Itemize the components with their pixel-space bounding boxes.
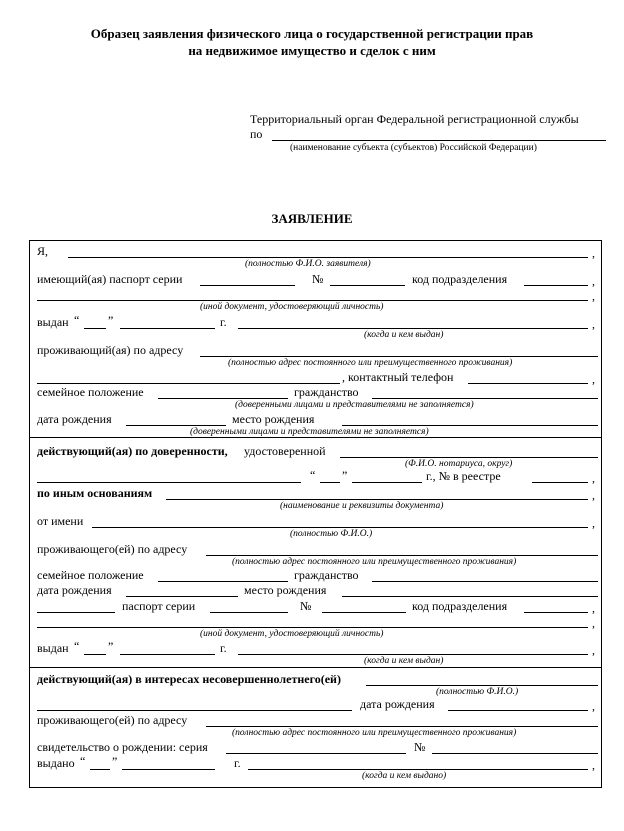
other-doc2-hint: (иной документ, удостоверяющий личность) <box>200 629 384 639</box>
phone-label: , контактный телефон <box>342 370 454 384</box>
issued3-by-field[interactable] <box>248 769 588 770</box>
quote-open: “ <box>74 313 80 327</box>
minor-dob-label: дата рождения <box>360 697 435 711</box>
pob-field[interactable] <box>342 425 598 426</box>
address-field[interactable] <box>200 356 598 357</box>
minor-address-label: проживающего(ей) по адресу <box>37 713 188 727</box>
pob2-label: место рождения <box>244 583 327 597</box>
birth-cert-no-label: № <box>414 740 426 754</box>
acting-proxy-label: действующий(ая) по доверенности, <box>37 444 228 458</box>
passport2-number-field[interactable] <box>322 612 406 613</box>
comma: , <box>592 616 595 630</box>
cert-label: удостоверенной <box>244 444 326 458</box>
applicant-fio-hint: (полностью Ф.И.О. заявителя) <box>245 259 371 269</box>
trust-hint-2: (доверенными лицами и представителями не заполняется) <box>190 427 429 437</box>
family-field[interactable] <box>158 398 288 399</box>
comma: , <box>592 601 595 615</box>
issue2-day-field[interactable] <box>84 654 106 655</box>
comma: , <box>592 758 595 772</box>
minor-fio-hint: (полностью Ф.И.О.) <box>436 687 519 697</box>
proxy-month-field[interactable] <box>352 482 422 483</box>
quote-open: “ <box>310 468 316 482</box>
passport2-no-label: № <box>300 599 312 613</box>
dob2-field[interactable] <box>126 596 238 597</box>
division-code-field[interactable] <box>524 285 588 286</box>
issue-month-field[interactable] <box>120 328 215 329</box>
citizen-label: гражданство <box>294 385 359 399</box>
principal-fio-hint: (полностью Ф.И.О.) <box>290 529 373 539</box>
other-doc-hint: (иной документ, удостоверяющий личность) <box>200 302 384 312</box>
family2-label: семейное положение <box>37 568 144 582</box>
region-field[interactable] <box>272 140 606 141</box>
on-behalf-label: от имени <box>37 514 84 528</box>
passport-no-label: № <box>312 272 324 286</box>
registry-number-field[interactable] <box>532 482 588 483</box>
form-frame <box>29 240 602 788</box>
comma: , <box>592 471 595 485</box>
pob2-field[interactable] <box>342 596 598 597</box>
issue3-month-field[interactable] <box>122 769 215 770</box>
registry-label: г., № в реестре <box>426 469 501 483</box>
proxy-line-field[interactable] <box>37 482 301 483</box>
comma: , <box>592 488 595 502</box>
quote-open: “ <box>74 639 80 653</box>
notary-hint: (Ф.И.О. нотариуса, округ) <box>405 459 513 469</box>
minor-fio-cont-field[interactable] <box>37 710 352 711</box>
quote-close: ” <box>108 639 114 653</box>
issued2-by-hint: (когда и кем выдан) <box>364 656 444 666</box>
comma: , <box>592 246 595 260</box>
kod2-label: код подразделения <box>412 599 508 613</box>
other-doc-field[interactable] <box>37 300 588 301</box>
quote-open: “ <box>80 754 86 768</box>
minor-address-hint: (полностью адрес постоянного или преимущественного проживания) <box>232 728 517 738</box>
passport-label: имеющий(ая) паспорт серии <box>37 272 183 286</box>
pob2-cont-field[interactable] <box>37 612 115 613</box>
passport2-series-field[interactable] <box>210 612 288 613</box>
other-grounds-field[interactable] <box>166 499 588 500</box>
comma: , <box>592 516 595 530</box>
comma: , <box>592 699 595 713</box>
address-cont-field[interactable] <box>37 383 340 384</box>
page-title: ЗАЯВЛЕНИЕ <box>271 211 353 226</box>
vydano-label: выдано <box>37 756 75 770</box>
birth-cert-number-field[interactable] <box>432 753 598 754</box>
g-label: г. <box>220 315 227 329</box>
ya-label: Я, <box>37 244 49 258</box>
passport-series-field[interactable] <box>200 285 295 286</box>
comma: , <box>592 372 595 386</box>
address2-hint: (полностью адрес постоянного или преимущественного проживания) <box>232 557 517 567</box>
proxy-day-field[interactable] <box>320 482 340 483</box>
issued2-by-field[interactable] <box>238 654 588 655</box>
citizenship-field[interactable] <box>372 398 598 399</box>
issue3-day-field[interactable] <box>90 769 110 770</box>
minor-fio-field[interactable] <box>366 685 598 686</box>
address2-label: проживающего(ей) по адресу <box>37 542 188 556</box>
issue2-month-field[interactable] <box>120 654 215 655</box>
family2-field[interactable] <box>158 581 288 582</box>
addressee-po: по <box>250 127 263 141</box>
minor-address-field[interactable] <box>206 726 598 727</box>
minor-dob-field[interactable] <box>448 710 588 711</box>
principal-fio-field[interactable] <box>92 527 588 528</box>
quote-close: ” <box>108 313 114 327</box>
issued-by-field[interactable] <box>238 328 588 329</box>
comma: , <box>592 317 595 331</box>
address-hint: (полностью адрес постоянного или преимущественного проживания) <box>228 358 513 368</box>
phone-field[interactable] <box>468 383 588 384</box>
addressee-line: Территориальный орган Федеральной регистрационной службы <box>250 112 579 126</box>
g3-label: г. <box>234 756 241 770</box>
applicant-fio-field[interactable] <box>68 257 588 258</box>
address-label: проживающий(ая) по адресу <box>37 343 184 357</box>
section-divider-1 <box>29 437 602 438</box>
comma: , <box>592 274 595 288</box>
family-label: семейное положение <box>37 385 144 399</box>
other-grounds-label: по иным основаниям <box>37 486 153 500</box>
address2-field[interactable] <box>206 555 598 556</box>
comma: , <box>592 289 595 303</box>
issue-day-field[interactable] <box>84 328 106 329</box>
passport-number-field[interactable] <box>330 285 405 286</box>
trust-hint-1: (доверенными лицами и представителями не заполняется) <box>235 400 474 410</box>
vydan2-label: выдан <box>37 641 69 655</box>
section-divider-2 <box>29 667 602 668</box>
g2-label: г. <box>220 641 227 655</box>
dob2-label: дата рождения <box>37 583 112 597</box>
issued3-by-hint: (когда и кем выдано) <box>362 771 447 781</box>
notary-field[interactable] <box>340 457 598 458</box>
birth-cert-label: свидетельство о рождении: серия <box>37 740 208 754</box>
citizenship2-field[interactable] <box>372 581 598 582</box>
dob-label: дата рождения <box>37 412 112 426</box>
vydan-label: выдан <box>37 315 69 329</box>
quote-close: ” <box>342 468 348 482</box>
doc-name-hint: (наименование и реквизиты документа) <box>280 501 444 511</box>
minor-label: действующий(ая) в интересах несовершеннолетнего(ей) <box>37 672 341 686</box>
doc-heading-line1: Образец заявления физического лица о государственной регистрации прав <box>90 26 534 41</box>
doc-heading-line2: на недвижимое имущество и сделок с ним <box>188 43 436 58</box>
comma: , <box>592 643 595 657</box>
passport2-label: паспорт серии <box>122 599 196 613</box>
pob-label: место рождения <box>232 412 315 426</box>
dob-field[interactable] <box>126 425 226 426</box>
other-doc2-field[interactable] <box>37 627 588 628</box>
issued-by-hint: (когда и кем выдан) <box>364 330 444 340</box>
citizen2-label: гражданство <box>294 568 359 582</box>
quote-close: ” <box>112 754 118 768</box>
division2-code-field[interactable] <box>524 612 588 613</box>
birth-cert-series-field[interactable] <box>226 753 406 754</box>
region-hint: (наименование субъекта (субъектов) Российской Федерации) <box>290 143 537 153</box>
kod-label: код подразделения <box>412 272 508 286</box>
